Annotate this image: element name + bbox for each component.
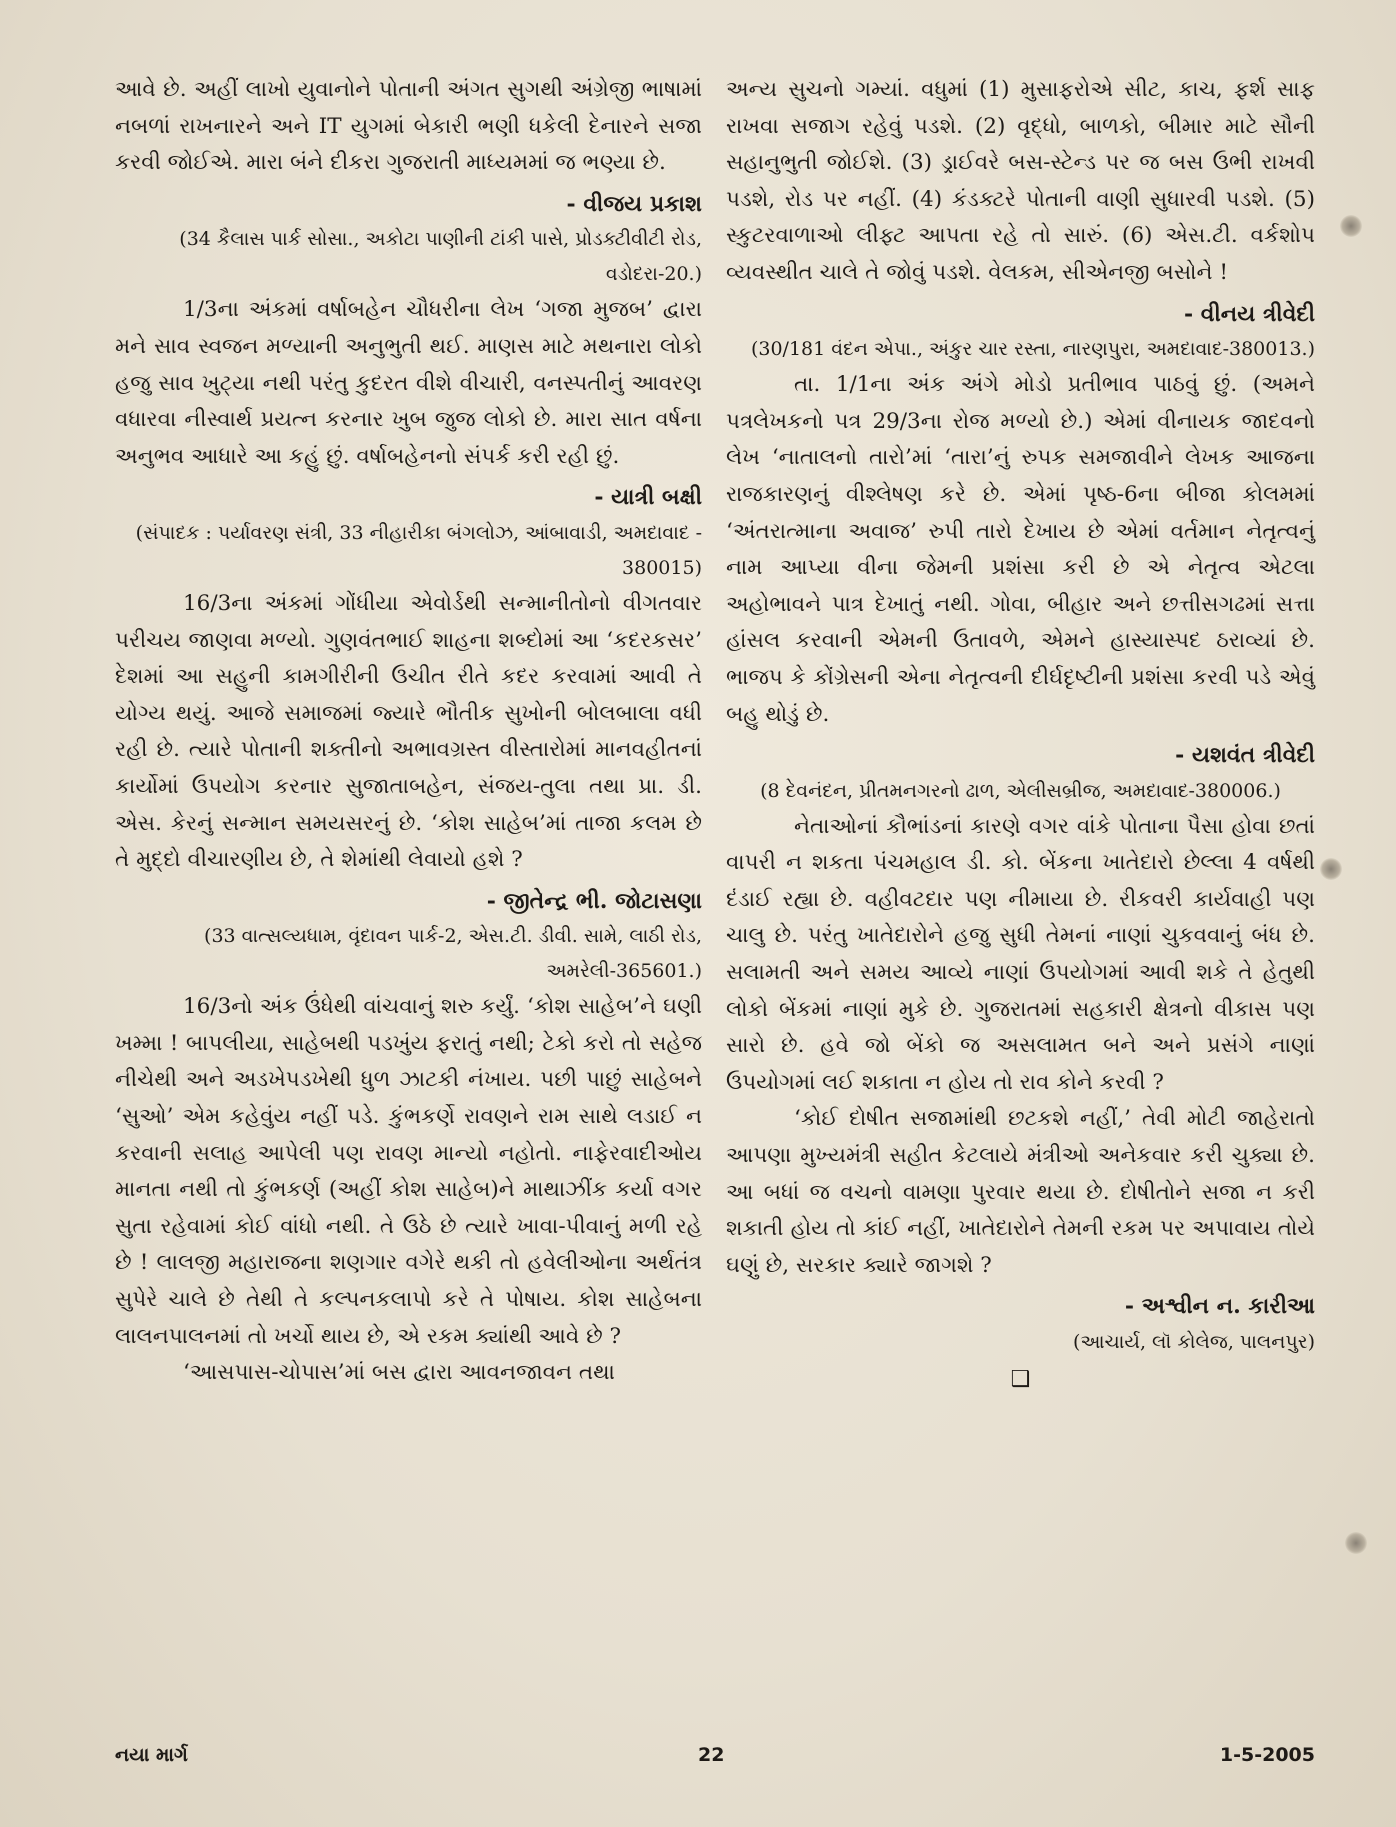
binder-hole-icon bbox=[1340, 215, 1362, 237]
right-column bbox=[726, 72, 1315, 1399]
issue-date: 1-5-2005 bbox=[1219, 1744, 1315, 1766]
letter-paragraph: નેતાઓનાં કૌભાંડનાં કારણે વગર વાંકે પોતાના પૈસા હોવા છતાં વાપરી ન શકતા પંચમહાલ ડી. કો. બેંકના ખાતેદારો છેલ્લા 4 વર્ષથી દંડાઈ રહ્યા છે. વહીવટદાર પણ નીમાયા છે. રીકવરી કાર્યવાહી પણ ચાલુ છે. પરંતુ ખાતેદારોને હજુ સુધી તેમનાં નાણાં ચુકવવાનું બંધ છે. સલામતી અને સમય આવ્યે નાણાં ઉપયોગમાં આવી શકે તે હેતુથી લોકો બેંકમાં નાણાં મુકે છે. ગુજરાતમાં સહકારી ક્ષેત્રનો વીકાસ પણ સારો છે. હવે જો બેંકો જ અસલામત બને અને પ્રસંગે નાણાં ઉપયોગમાં લઈ શકાતા ન હોય તો રાવ કોને કરવી ? bbox=[726, 813, 1315, 1095]
letter-address: (34 કૈલાસ પાર્ક સોસા., અકોટા પાણીની ટાંકી પાસે, પ્રોડક્ટીવીટી રોડ, વડોદરા-20.) bbox=[179, 228, 702, 286]
binder-hole-icon bbox=[1345, 1532, 1367, 1554]
letter-signature: - જીતેન્દ્ર ભી. જોટાસણા bbox=[486, 887, 702, 914]
left-column bbox=[115, 72, 702, 1392]
letter-signature: - વીજય પ્રકાશ bbox=[566, 190, 702, 217]
letter-signature: - યાત્રી બક્ષી bbox=[594, 484, 702, 511]
letter-address: (આચાર્ય, લૉ કોલેજ, પાલનપુર) bbox=[1072, 1331, 1315, 1353]
letter-signature: - અશ્વીન ન. કારીઆ bbox=[1124, 1293, 1315, 1320]
letter-signature: - વીનય ત્રીવેદી bbox=[1184, 300, 1315, 327]
page-number: 22 bbox=[698, 1744, 725, 1766]
letter-address: (8 દેવનંદન, પ્રીતમનગરનો ઢાળ, એલીસબ્રીજ, અમદાવાદ-380006.) bbox=[760, 779, 1281, 802]
binder-hole-icon bbox=[1320, 858, 1342, 880]
letter-paragraph: અન્ય સુચનો ગમ્યાં. વધુમાં (1) મુસાફરોએ સીટ, કાચ, ફર્શ સાફ રાખવા સજાગ રહેવું પડશે. (2) વૃદ્ધો, બાળકો, બીમાર માટે સૌની સહાનુભુતી જોઈશે. (3) ડ્રાઈવરે બસ-સ્ટેન્ડ પર જ બસ ઉભી રાખવી પડશે, રોડ પર નહીં. (4) કંડક્ટરે પોતાની વાણી સુધારવી પડશે. (5) સ્કુટરવાળાઓ લીફ્ટ આપતા રહે તો સારું. (6) એસ.ટી. વર્કશોપ વ્યવસ્થીત ચાલે તે જોવું પડશે. વેલકમ, સીએનજી બસોને ! bbox=[726, 77, 1315, 285]
letter-address: (સંપાદક : પર્યાવરણ સંત્રી, 33 નીહારીકા બંગલોઝ, આંબાવાડી, અમદાવાદ - 380015) bbox=[135, 521, 702, 579]
page-footer bbox=[115, 1744, 1315, 1774]
letter-address: (30/181 વંદન એપા., અંકુર ચાર રસ્તા, નારણપુરા, અમદાવાદ-380013.) bbox=[750, 338, 1315, 361]
end-mark-icon: ❑ bbox=[1010, 1367, 1031, 1392]
letter-paragraph: આવે છે. અહીં લાખો યુવાનોને પોતાની અંગત સુગથી અંગ્રેજી ભાષામાં નબળાં રાખનારને અને IT યુગમાં બેકારી ભણી ધકેલી દેનારને સજા કરવી જોઈએ. મારા બંને દીકરા ગુજરાતી માધ્યમમાં જ ભણ્યા છે. bbox=[115, 77, 702, 176]
letter-signature: - યશવંત ત્રીવેદી bbox=[1175, 742, 1315, 769]
letter-paragraph: ‘કોઈ દોષીત સજામાંથી છટકશે નહીં,’ તેવી મોટી જાહેરાતો આપણા મુખ્યમંત્રી સહીત કેટલાયે મંત્રીઓ અનેકવાર કરી ચુક્યા છે. આ બધાં જ વચનો વામણા પુરવાર થયા છે. દોષીતોને સજા ન કરી શકાતી હોય તો કાંઈ નહીં, ખાતેદારોને તેમની રકમ પર અપાવાય તોયે ઘણું છે, સરકાર ક્યારે જાગશે ? bbox=[726, 1106, 1315, 1278]
letter-paragraph: ‘આસપાસ-ચોપાસ’માં બસ દ્વારા આવનજાવન તથા bbox=[183, 1360, 615, 1386]
letter-paragraph: 1/3ના અંકમાં વર્ષાબહેન ચૌધરીના લેખ ‘ગજા મુજબ’ દ્વારા મને સાવ સ્વજન મળ્યાની અનુભુતી થઈ. માણસ માટે મથનારા લોકો હજુ સાવ ખુટ્યા નથી પરંતુ કુદરત વીશે વીચારી, વનસ્પતીનું આવરણ વધારવા નીસ્વાર્થ પ્રયત્ન કરનાર ખુબ જુજ લોકો છે. મારા સાત વર્ષના અનુભવ આધારે આ કહું છું. વર્ષાબહેનનો સંપર્ક કરી રહી છું. bbox=[115, 297, 702, 469]
letter-paragraph: 16/3ના અંકમાં ગોંધીયા એવોર્ડથી સન્માનીતોનો વીગતવાર પરીચય જાણવા મળ્યો. ગુણવંતભાઈ શાહના શબ્દોમાં આ ‘કદરકસર’ દેશમાં આ સહુની કામગીરીની ઉચીત રીતે કદર કરવામાં આવી તે યોગ્ય થયું. આજે સમાજમાં જ્યારે ભૌતીક સુખોની બોલબાલા વધી રહી છે. ત્યારે પોતાની શક્તીનો અભાવગ્રસ્ત વીસ્તારોમાં માનવહીતનાં કાર્યોમાં ઉપયોગ કરનાર સુજાતાબહેન, સંજય-તુલા તથા પ્રા. ડી. એસ. કેરનું સન્માન સમયસરનું છે. ‘કોશ સાહેબ’માં તાજા કલમ છે તે મુદ્દો વીચારણીય છે, તે શેમાંથી લેવાયો હશે ? bbox=[115, 590, 702, 873]
letter-paragraph: તા. 1/1ના અંક અંગે મોડો પ્રતીભાવ પાઠવું છું. (અમને પત્રલેખકનો પત્ર 29/3ના રોજ મળ્યો છે.) એમાં વીનાયક જાદવનો લેખ ‘નાતાલનો તારો’માં ‘તારા’નું રુપક સમજાવીને લેખક આજના રાજકારણનું વીશ્લેષણ કરે છે. એમાં પૃષ્ઠ-6ના બીજા કોલમમાં ‘અંતરાત્માના અવાજ’ રુપી તારો દેખાય છે એમાં વર્તમાન નેતૃત્વનું નામ આપ્યા વીના જેમની પ્રશંસા કરી છે એ નેતૃત્વ એટલા અહોભાવને પાત્ર દેખાતું નથી. ગોવા, બીહાર અને છત્તીસગઢમાં સત્તા હાંસલ કરવાની એમની ઉતાવળે, એમને હાસ્યાસ્પદ ઠરાવ્યાં છે. ભાજપ કે કોંગ્રેસની એના નેતૃત્વની દીર્ઘદૃષ્ટીની પ્રશંસા કરવી પડે એવું બહુ થોડું છે. bbox=[726, 372, 1315, 727]
letter-address: (33 વાત્સલ્યધામ, વૃંદાવન પાર્ક-2, એસ.ટી. ડીવી. સામે, લાઠી રોડ, અમરેલી-365601.) bbox=[204, 925, 702, 983]
publication-name: નયા માર્ગ bbox=[115, 1744, 188, 1766]
letter-paragraph: 16/3નો અંક ઉંધેથી વાંચવાનું શરુ કર્યું. ‘કોશ સાહેબ’ને ઘણી ખમ્મા ! બાપલીયા, સાહેબથી પડખુંય ફરાતું નથી; ટેકો કરો તો સહેજ નીચેથી અને અડખેપડખેથી ધુળ ઝાટકી નંખાય. પછી પાછું સાહેબને ‘સુઓ’ એમ કહેવુંય નહીં પડે. કુંભકર્ણે રાવણને રામ સાથે લડાઈ ન કરવાની સલાહ આપેલી પણ રાવણ માન્યો નહોતો. નાફેરવાદીઓય માનતા નથી તો કુંભકર્ણ (અહીં કોશ સાહેબ)ને માથાઝીંક કર્યા વગર સુતા રહેવામાં કોઈ વાંધો નથી. તે ઉઠે છે ત્યારે ખાવા-પીવાનું મળી રહે છે ! લાલજી મહારાજના શણગાર વગેરે થકી તો હવેલીઓના અર્થતંત્ર સુપેરે ચાલે છે તેથી તે કલ્પનકલાપો કરે તે પોષાય. કોશ સાહેબના લાલનપાલનમાં તો ખર્ચો થાય છે, એ રકમ ક્યાંથી આવે છે ? bbox=[115, 994, 702, 1349]
